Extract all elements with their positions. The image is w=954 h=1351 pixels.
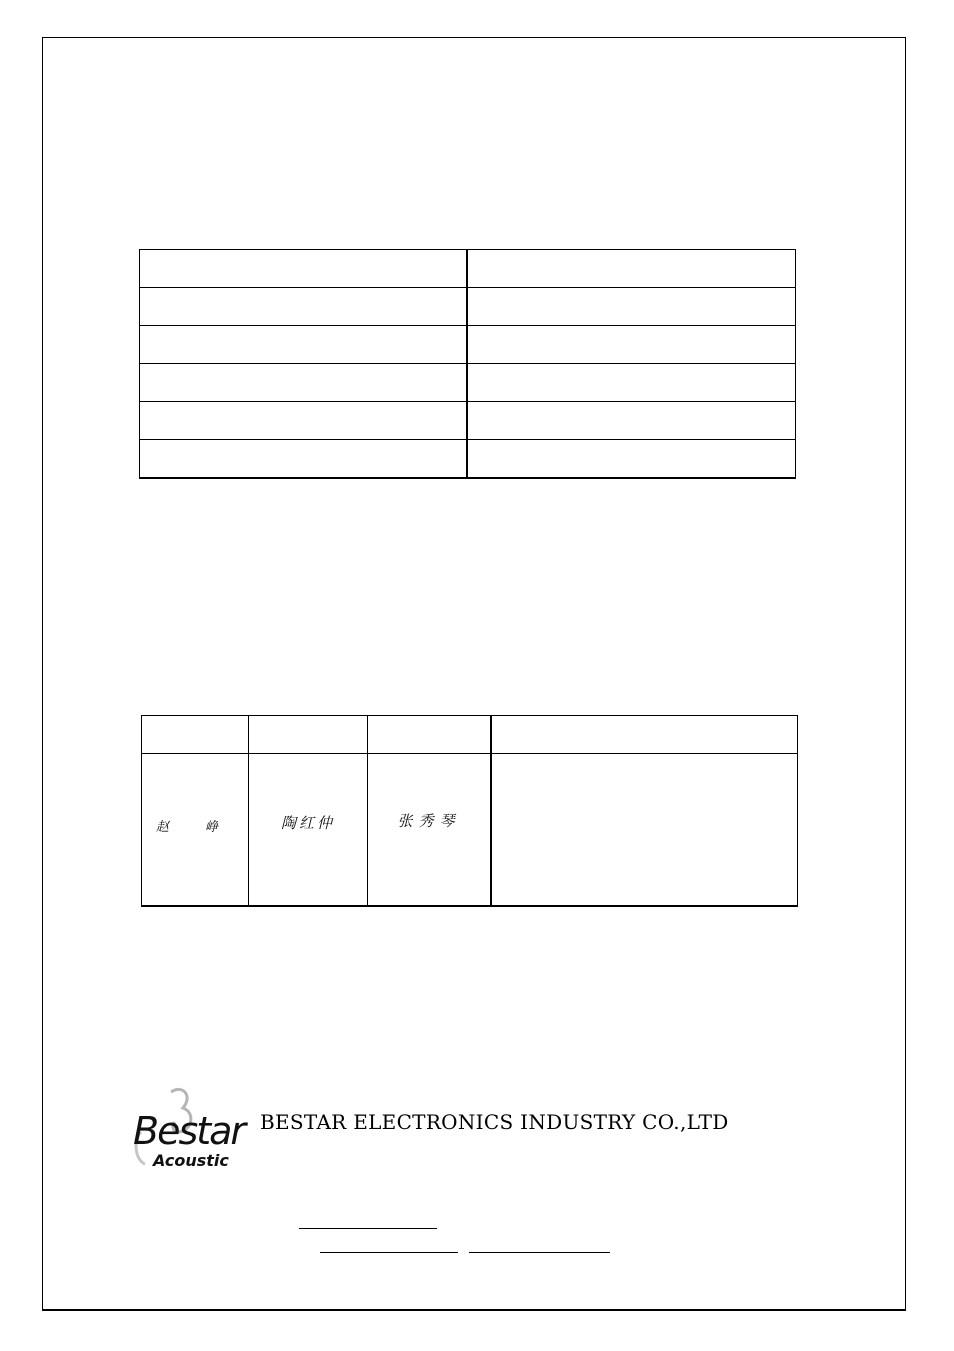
signature-designer: 赵 峥 (155, 820, 235, 835)
table-cell (467, 326, 796, 364)
signature-cell (368, 754, 492, 907)
table-cell (140, 250, 468, 288)
table-row (142, 716, 798, 754)
table-header-cell (249, 716, 368, 754)
table-cell (467, 440, 796, 479)
table-cell (140, 440, 468, 479)
underline-field (320, 1252, 458, 1253)
signature-cell (142, 754, 249, 907)
table-row (140, 250, 796, 288)
underline-field (469, 1252, 610, 1253)
bestar-logo (131, 1086, 253, 1172)
table-row (140, 288, 796, 326)
table-cell (140, 364, 468, 402)
table-cell (467, 250, 796, 288)
table-cell (140, 288, 468, 326)
table-cell (467, 288, 796, 326)
logo-wordmark: Bestar (133, 1109, 245, 1153)
signature-checker: 陶红仲 (280, 814, 335, 832)
table-row (140, 440, 796, 479)
specification-table (139, 249, 796, 479)
table-cell (140, 402, 468, 440)
table-header-cell (368, 716, 492, 754)
signature-cell (249, 754, 368, 907)
underline-field (299, 1228, 437, 1229)
table-cell (467, 364, 796, 402)
table-row (140, 402, 796, 440)
table-row (140, 364, 796, 402)
logo-subtitle: Acoustic (153, 1151, 229, 1170)
table-row (140, 326, 796, 364)
company-name: BESTAR ELECTRONICS INDUSTRY CO.,LTD (260, 1110, 729, 1134)
table-cell (467, 402, 796, 440)
table-row (142, 754, 798, 907)
signature-approver: 张秀琴 (397, 812, 461, 830)
approval-table (141, 715, 798, 907)
signature-cell (491, 754, 798, 907)
table-cell (140, 326, 468, 364)
table-header-cell (142, 716, 249, 754)
table-header-cell (491, 716, 798, 754)
